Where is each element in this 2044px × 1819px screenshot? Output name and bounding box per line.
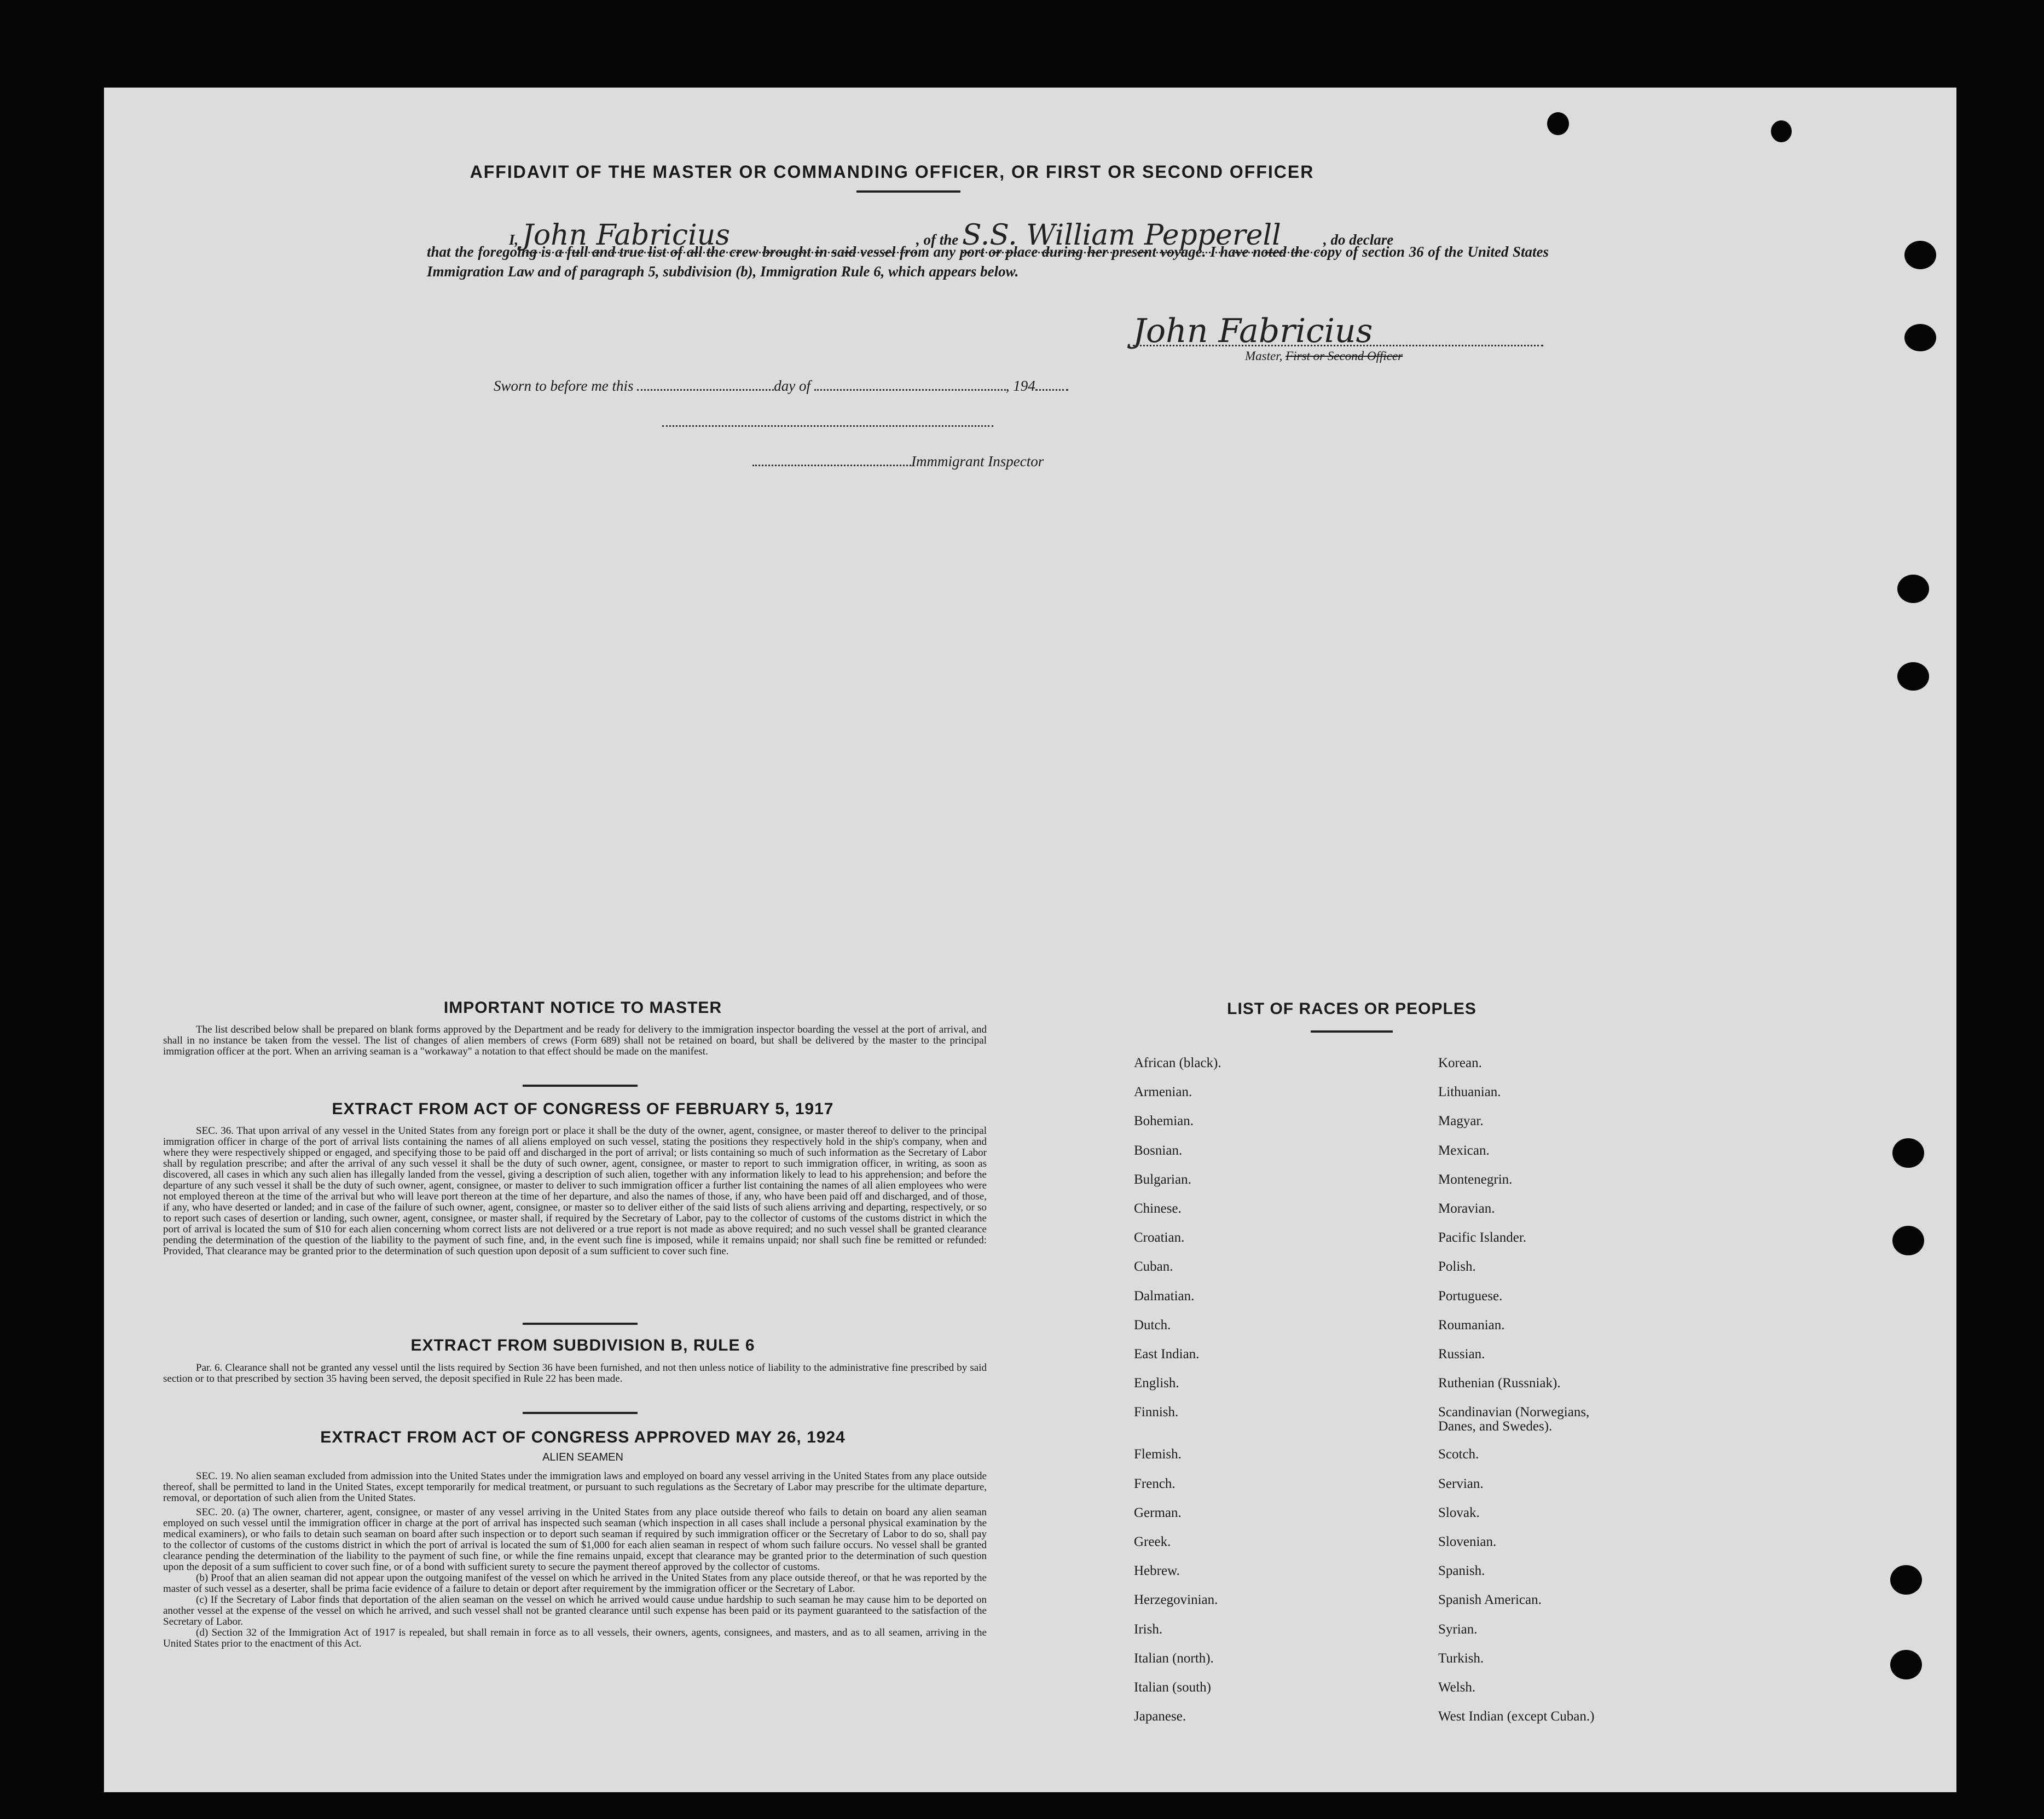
right-race-item: Ruthenian (Russniak). (1438, 1376, 1561, 1391)
signature-line (1133, 345, 1543, 346)
affidavit-title: AFFIDAVIT OF THE MASTER OR COMMANDING OFFICER, OR FIRST OR SECOND OFFICER (470, 162, 1315, 182)
left-race-item: French. (1134, 1476, 1176, 1491)
extract-1924-text (163, 1471, 987, 1649)
left-race-item: Armenian. (1134, 1085, 1192, 1100)
inspector-field (752, 465, 911, 466)
left-race-item: Hebrew. (1134, 1563, 1180, 1579)
left-race-item: Italian (south) (1134, 1680, 1211, 1695)
left-race-item: Croatian. (1134, 1230, 1185, 1246)
extract-1924-subtitle: ALIEN SEAMEN (542, 1451, 623, 1463)
par-6-paragraph: Par. 6. Clearance shall not be granted any vessel until the lists required by Section 36 have been furnished, and not then unless notice of liability to the administrative fine prescribed by said section or to that prescribed by section 35 having been served, the deposit specified in Rule 22 has been made. (163, 1362, 987, 1384)
right-race-item: Slovenian. (1438, 1534, 1497, 1549)
left-race-item: Italian (north). (1134, 1650, 1214, 1666)
punch-hole (1892, 1226, 1924, 1255)
left-race-item: Bohemian. (1134, 1114, 1194, 1129)
sworn-month-field (814, 389, 1006, 391)
left-race-item: Greek. (1134, 1534, 1171, 1549)
right-race-item: Servian. (1438, 1476, 1484, 1491)
punch-hole (1547, 112, 1569, 135)
right-race-item: Welsh. (1438, 1680, 1476, 1695)
sec-20-c-paragraph: (c) If the Secretary of Labor finds that deportation of the alien seaman on the vessel on which he arrived would cause undue hardship to such seaman he may cause him to be deported on another vessel at the expense of the vessel on which he arrived, and such vessel shall not be granted clearance until such expense has been paid or its payment guaranteed to the satisfaction of the Secretary of Labor. (163, 1594, 987, 1627)
section-rule (523, 1085, 638, 1087)
sec-20-d-paragraph: (d) Section 32 of the Immigration Act of 1917 is repealed, but shall remain in force as to all vessels, their owners, agents, consignees, and masters, and as to all seamen, arriving in the United States prior to the enactment of this Act. (163, 1627, 987, 1649)
right-race-item: Portuguese. (1438, 1288, 1503, 1304)
right-race-item: Polish. (1438, 1259, 1476, 1275)
left-race-item: Bulgarian. (1134, 1172, 1191, 1187)
form-page (104, 88, 1956, 1792)
punch-hole (1890, 1565, 1922, 1595)
signer-title (1245, 349, 1403, 363)
notice-paragraph: The list described below shall be prepared on blank forms approved by the Department and be ready for delivery to the immigration inspector boarding the vessel at the port of arrival, and shall in no instance be taken from the vessel. The list of changes of alien members of crews (Form 689) shall not be retained on board, but shall be delivered by the master to the principal immigration officer at the port. When an arriving seaman is a "workaway" a notation to that effect should be made on the manifest. (163, 1024, 987, 1057)
right-race-item: Turkish. (1438, 1650, 1484, 1666)
left-race-item: African (black). (1134, 1056, 1221, 1070)
sec-19-paragraph: SEC. 19. No alien seaman excluded from admission into the United States under the immigration laws and employed on board any vessel arriving in the United States from any place outside thereof, shall be permitted to land in the United States, except temporarily for medical treatment, or pursuant to such regulations as the Secretary of Labor may prescribe for the ultimate departure, removal, or deportation of such alien from the United States. (163, 1470, 987, 1504)
sworn-day-field (637, 389, 774, 391)
right-race-item: Scotch. (1438, 1447, 1479, 1462)
declaration-text: that the foregoing is a full and true list of all the crew brought in said vessel from any port or place during her present voyage. I have noted the copy of section 36 of the United States Immigration Law and of paragraph 5, subdivision (b), Immigration Rule 6, which appears below. (427, 244, 1549, 280)
inspector-label: Immmigrant Inspector (911, 453, 1044, 470)
right-race-item: Magyar. (1438, 1114, 1484, 1129)
right-race-item: Mexican. (1438, 1143, 1490, 1158)
sec-20-a-paragraph: SEC. 20. (a) The owner, charterer, agent, consignee, or master of any vessel arriving in the United States from any place outside thereof who fails to detain on board any alien seaman employed on such vessel until the immigration officer in charge at the port of arrival has inspected such seaman (which inspection in all cases shall include a personal physical examination by the medical examiners), or who fails to detain such seaman on board after such inspection or to deport such seaman if required by such immigration officer or the Secretary of Labor to do so, shall pay to the collector of customs of the customs district in which the port of arrival is located the sum of $1,000 for each alien seaman in respect of whom such failure occurs. No vessel shall be granted clearance pending the determination of the liability to the payment of such fine, or while the fine remains unpaid, except that clearance may be granted prior to the determination of such question upon the deposit of a sum sufficient to cover such fine, or of a bond with sufficient surety to secure the payment thereof approved by the collector of customs. (163, 1507, 987, 1573)
vessel-name-field: S.S. William Pepperell (962, 219, 1323, 253)
left-race-item: Cuban. (1134, 1259, 1173, 1275)
left-race-item: Dutch. (1134, 1317, 1171, 1333)
extract-1917-title: EXTRACT FROM ACT OF CONGRESS OF FEBRUARY 5, 1917 (332, 1100, 834, 1118)
extract-1917-text (163, 1126, 987, 1257)
right-race-item: Moravian. (1438, 1201, 1495, 1216)
punch-hole (1892, 1138, 1924, 1168)
punch-hole (1904, 241, 1936, 269)
signer-master: Master, (1245, 349, 1283, 363)
right-race-item: Scandinavian (Norwegians, Danes, and Swedes). (1438, 1405, 1590, 1434)
of-the-text: , of the (916, 231, 959, 248)
subdivision-title: EXTRACT FROM SUBDIVISION B, RULE 6 (410, 1336, 755, 1354)
inspector-signature-line (662, 425, 993, 427)
right-race-item: Roumanian. (1438, 1317, 1505, 1333)
punch-hole (1897, 662, 1929, 691)
right-race-item: Russian. (1438, 1347, 1485, 1362)
right-race-item: Korean. (1438, 1056, 1482, 1070)
notice-text (163, 1024, 987, 1057)
inspector-line (752, 453, 1044, 470)
punch-hole (1904, 324, 1936, 351)
left-race-item: Irish. (1134, 1621, 1163, 1637)
right-race-item: Slovak. (1438, 1505, 1480, 1520)
right-race-item: Spanish American. (1438, 1592, 1542, 1608)
right-race-item: Spanish. (1438, 1563, 1485, 1579)
punch-hole (1771, 120, 1792, 142)
master-name-field: John Fabricius (522, 219, 916, 253)
left-race-item: Dalmatian. (1134, 1288, 1195, 1304)
right-race-item: Syrian. (1438, 1621, 1478, 1637)
races-rule (1311, 1030, 1393, 1033)
left-race-item: Chinese. (1134, 1201, 1182, 1216)
left-race-item: East Indian. (1134, 1347, 1200, 1362)
sworn-year-field (1035, 389, 1068, 391)
do-declare-text: , do declare (1323, 231, 1394, 248)
sworn-year-label: , 194 (1005, 378, 1035, 394)
right-race-item: Montenegrin. (1438, 1172, 1513, 1187)
punch-hole (1897, 575, 1929, 603)
subdivision-text (163, 1363, 987, 1384)
left-race-item: Flemish. (1134, 1447, 1182, 1462)
section-rule (523, 1412, 638, 1414)
prefix-i: I, (509, 231, 519, 248)
right-race-item: Lithuanian. (1438, 1085, 1501, 1100)
extract-1924-title: EXTRACT FROM ACT OF CONGRESS APPROVED MAY 26, 1924 (320, 1428, 846, 1446)
races-title: LIST OF RACES OR PEOPLES (1227, 1000, 1476, 1018)
signer-struck: First or Second Officer (1286, 349, 1403, 363)
title-rule (856, 190, 960, 193)
left-race-item: Herzegovinian. (1134, 1592, 1218, 1608)
sec-36-paragraph: SEC. 36. That upon arrival of any vessel in the United States from any foreign port or place it shall be the duty of the owner, agent, consignee, or master thereof to deliver to the principal immigration officer in charge of the port of arrival lists containing the names of all aliens employed on such vessel, stating the positions they respectively hold in the ship's company, when and where they were respectively shipped or engaged, and specifying those to be paid off and discharged in the port of arrival; or lists containing so much of such information as the Secretary of Labor shall by regulation prescribe; and after the arrival of any such vessel it shall be the duty of such owner, agent, consignee, or master to report to such immigration officer, in writing, as soon as discovered, all cases in which any such alien has illegally landed from the vessel, giving a description of such alien, together with any information likely to lead to his apprehension; and before the departure of any such vessel it shall be the duty of such owner, agent, consignee, or master to deliver to such immigration officer a further list containing the names of all alien employees who were not employed thereon at the time of the arrival but who will leave port thereon at the time of her departure, and also the names of those, if any, who have been paid off and discharged, and of those, if any, who have deserted or landed; and in case of the failure of such owner, agent, consignee, or master so to deliver either of the said lists of such aliens arriving and departing, respectively, or so to report such cases of desertion or landing, such owner, agent, consignee, or master shall, if required by the Secretary of Labor, pay to the collector of customs of the customs district in which the port of arrival is located the sum of $10 for each alien concerning whom correct lists are not delivered or a true report is not made as above required; and no such vessel shall be granted clearance pending the determination of the question of the liability to the payment of such fine, and, in the event such fine is imposed, while it remains unpaid; nor shall such fine be remitted or refunded: Provided, That clearance may be granted prior to the determination of such question upon deposit of a sum sufficient to cover such fine. (163, 1125, 987, 1257)
sec-20-b-paragraph: (b) Proof that an alien seaman did not appear upon the outgoing manifest of the vessel on which he arrived in the United States from any place outside thereof, or that he was reported by the master of such vessel as a deserter, shall be prima facie evidence of a failure to detain or deport after requirement by the immigration officer or the Secretary of Labor. (163, 1572, 987, 1595)
left-race-item: English. (1134, 1376, 1179, 1391)
left-race-item: Bosnian. (1134, 1143, 1183, 1158)
notice-title: IMPORTANT NOTICE TO MASTER (443, 999, 722, 1017)
right-race-item: West Indian (except Cuban.) (1438, 1709, 1595, 1724)
master-signature: John Fabricius (1133, 312, 1373, 350)
section-rule (523, 1323, 638, 1325)
punch-hole (1890, 1650, 1922, 1679)
sworn-day-label: day of (774, 378, 810, 394)
left-race-item: Japanese. (1134, 1709, 1186, 1724)
sworn-line (494, 378, 1068, 395)
sworn-prefix: Sworn to before me this (494, 378, 634, 394)
left-race-item: Finnish. (1134, 1405, 1179, 1420)
left-race-item: German. (1134, 1505, 1182, 1520)
right-race-item: Pacific Islander. (1438, 1230, 1527, 1246)
